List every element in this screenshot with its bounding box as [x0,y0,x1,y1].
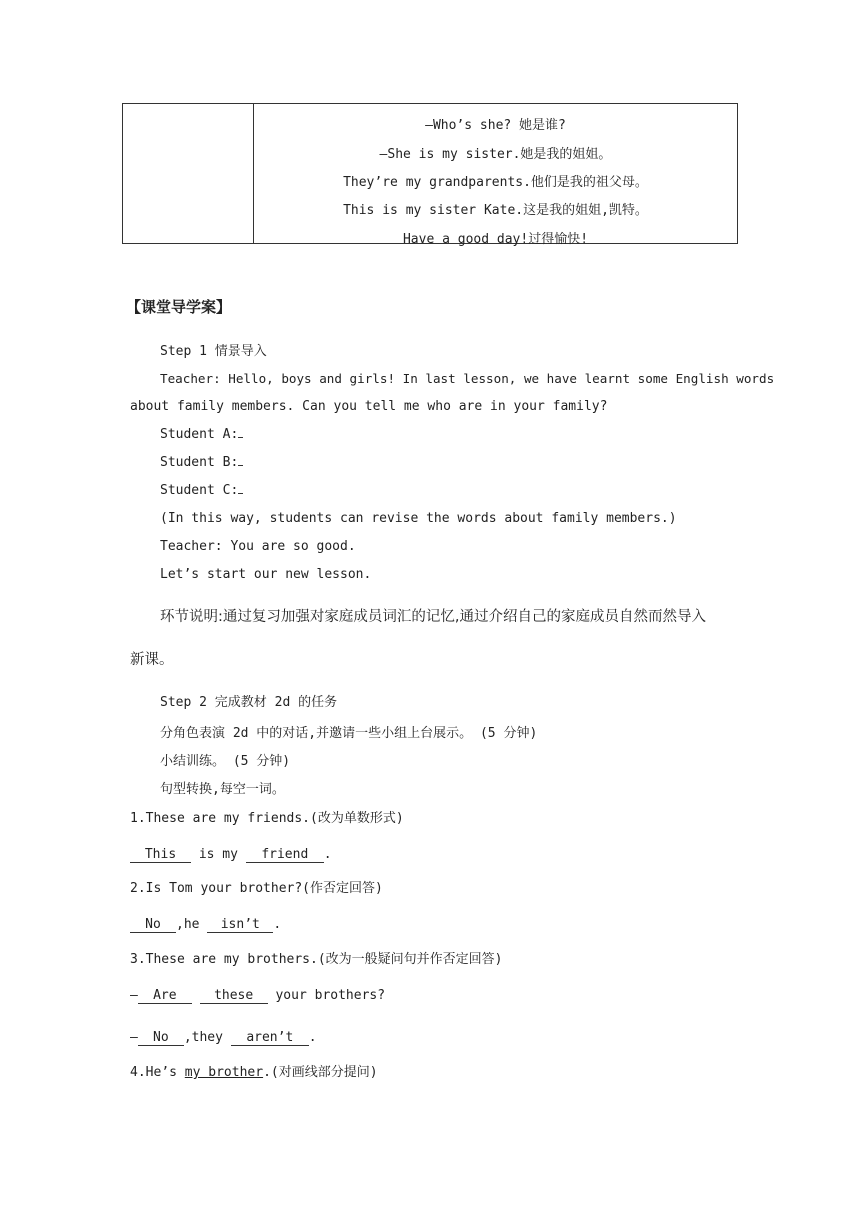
explanation-line-1: 环节说明:通过复习加强对家庭成员词汇的记忆,通过介绍自己的家庭成员自然而然导入 [160,609,706,625]
lets-start-line: Let’s start our new lesson. [160,567,372,582]
step2-summary: 小结训练。 (5 分钟) [160,754,291,769]
exercise-4-prefix: 4.He’s [130,1065,185,1080]
exercise-3-text: ,they [183,1030,231,1045]
step1-heading: Step 1 情景导入 [160,344,267,359]
exercise-3-answer-1 [130,988,385,1004]
step1-teacher-line-2: about family members. Can you tell me who are in your family? [130,399,608,414]
exercise-3-dash-2: — [130,1030,138,1045]
exercise-2-blank-2: isn’t [207,917,273,933]
step2-roleplay: 分角色表演 2d 中的对话,并邀请一些小组上台展示。 (5 分钟) [160,726,538,741]
exercise-2-prompt: 2.Is Tom your brother?(作否定回答) [130,881,383,896]
exercise-1-text: is my [191,847,246,862]
teacher-praise: Teacher: You are so good. [160,539,356,554]
student-b-blank [238,465,243,466]
student-a-line [160,427,243,442]
section-title: 【课堂导学案】 [126,298,232,316]
exercise-1-blank-1: This [130,847,191,863]
exercise-2-answer [130,917,281,933]
table-line-5: Have a good day!过得愉快! [402,232,589,247]
exercise-3-answer-2 [130,1030,317,1046]
student-b-label: Student B: [160,455,239,470]
student-c-blank [238,493,243,494]
exercise-2-text: ,he [176,917,208,932]
exercise-3-prompt: 3.These are my brothers.(改为一般疑问句并作否定回答) [130,952,503,967]
exercise-1-prompt: 1.These are my friends.(改为单数形式) [130,811,404,826]
vocabulary-table [122,103,738,247]
exercise-3-end: . [308,1030,317,1045]
table-line-3: They’re my grandparents.他们是我的祖父母。 [343,175,648,190]
exercise-2-end: . [273,917,282,932]
explanation-line-2: 新课。 [130,652,174,668]
student-a-label: Student A: [160,427,239,442]
table-line-4: This is my sister Kate.这是我的姐姐,凯特。 [343,203,648,218]
exercise-4-suffix: .(对画线部分提问) [263,1065,378,1080]
exercise-3-blank-1: Are [138,988,192,1004]
exercise-2-blank-1: No [130,917,176,933]
table-line-2: —She is my sister.她是我的姐姐。 [379,147,612,162]
exercise-3-blank-2: these [200,988,268,1004]
step1-note: (In this way, students can revise the words about family members.) [160,511,677,526]
student-a-blank [238,437,243,438]
exercise-3-blank-4: aren’t [231,1030,309,1046]
exercise-1-end: . [323,847,332,862]
table-line-1: —Who’s she? 她是谁? [425,118,566,133]
student-c-label: Student C: [160,483,239,498]
student-b-line [160,455,243,470]
step1-teacher-line-1: Teacher: Hello, boys and girls! In last lesson, we have learnt some English words [160,371,775,386]
exercise-4-underlined: my brother [184,1065,264,1080]
student-c-line [160,483,243,498]
step2-instruction: 句型转换,每空一词。 [160,782,285,797]
exercise-3-tail: your brothers? [267,988,386,1003]
exercise-4-prompt [130,1061,378,1080]
exercise-1-blank-2: friend [246,847,324,863]
exercise-3-blank-3: No [138,1030,184,1046]
exercise-1-answer [130,847,332,863]
exercise-3-dash-1: — [130,988,138,1003]
step2-heading: Step 2 完成教材 2d 的任务 [160,695,338,710]
